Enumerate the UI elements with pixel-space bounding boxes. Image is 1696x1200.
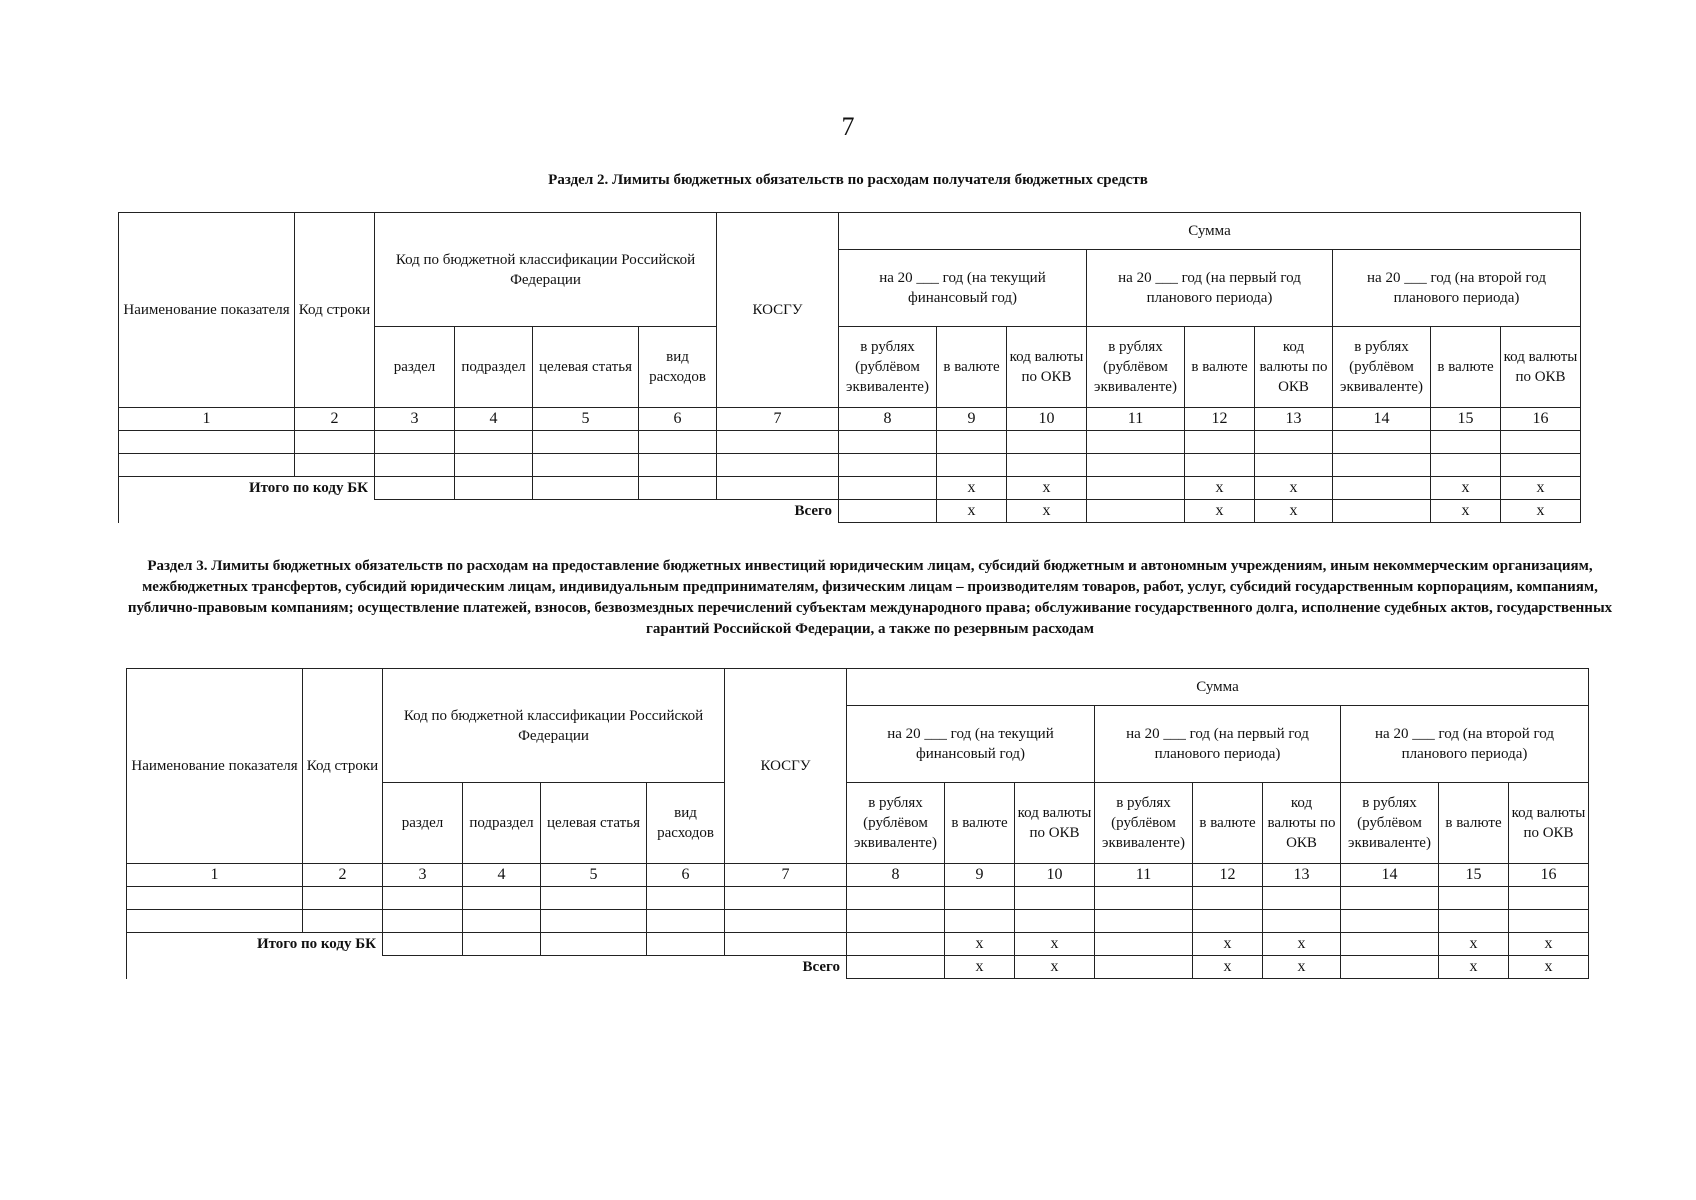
col-number: 14 <box>1333 408 1431 431</box>
x-mark: x <box>1431 477 1501 500</box>
x-mark: x <box>945 933 1015 956</box>
header-name: Наименование показателя <box>127 669 303 864</box>
header-celevaya: целевая статья <box>541 783 647 864</box>
header-okv: код валюты по ОКВ <box>1007 327 1087 408</box>
section-3-table <box>126 668 1589 979</box>
header-okv: код валюты по ОКВ <box>1501 327 1581 408</box>
col-number: 13 <box>1255 408 1333 431</box>
header-code: Код строки <box>303 669 383 864</box>
table-row <box>127 910 1589 933</box>
itogo-label: Итого по коду БК <box>119 477 375 500</box>
x-mark: x <box>1509 933 1589 956</box>
header-year-current: на 20 ___ год (на текущий финансовый год) <box>839 250 1087 327</box>
x-mark: x <box>1439 933 1509 956</box>
col-number: 8 <box>847 864 945 887</box>
col-number: 6 <box>639 408 717 431</box>
x-mark: x <box>1501 477 1581 500</box>
header-rub: в рублях (рублёвом эквиваленте) <box>1087 327 1185 408</box>
x-mark: x <box>1193 956 1263 979</box>
col-number: 2 <box>303 864 383 887</box>
column-number-row <box>119 408 1581 431</box>
header-val: в валюте <box>1431 327 1501 408</box>
col-number: 12 <box>1193 864 1263 887</box>
col-number: 9 <box>945 864 1015 887</box>
header-razdel: раздел <box>375 327 455 408</box>
col-number: 5 <box>541 864 647 887</box>
header-val: в валюте <box>1185 327 1255 408</box>
table-row <box>119 454 1581 477</box>
x-mark: x <box>1193 933 1263 956</box>
header-summa: Сумма <box>847 669 1589 706</box>
col-number: 16 <box>1501 408 1581 431</box>
col-number: 3 <box>375 408 455 431</box>
header-year-first: на 20 ___ год (на первый год планового периода) <box>1087 250 1333 327</box>
header-podrazdel: подраздел <box>455 327 533 408</box>
col-number: 10 <box>1007 408 1087 431</box>
header-rub: в рублях (рублёвом эквиваленте) <box>1095 783 1193 864</box>
header-vid: вид расходов <box>639 327 717 408</box>
col-number: 1 <box>119 408 295 431</box>
header-kosgu: КОСГУ <box>717 213 839 408</box>
col-number: 10 <box>1015 864 1095 887</box>
header-bk: Код по бюджетной классификации Российской Федерации <box>383 669 725 783</box>
column-number-row <box>127 864 1589 887</box>
x-mark: x <box>1007 477 1087 500</box>
header-val: в валюте <box>945 783 1015 864</box>
header-okv: код валюты по ОКВ <box>1263 783 1341 864</box>
col-number: 14 <box>1341 864 1439 887</box>
header-podrazdel: подраздел <box>463 783 541 864</box>
col-number: 1 <box>127 864 303 887</box>
x-mark: x <box>1185 500 1255 523</box>
col-number: 7 <box>717 408 839 431</box>
header-rub: в рублях (рублёвом эквиваленте) <box>1333 327 1431 408</box>
header-rub: в рублях (рублёвом эквиваленте) <box>1341 783 1439 864</box>
x-mark: x <box>1431 500 1501 523</box>
table-row <box>127 887 1589 910</box>
header-razdel: раздел <box>383 783 463 864</box>
x-mark: x <box>1015 933 1095 956</box>
header-summa: Сумма <box>839 213 1581 250</box>
vsego-row <box>127 956 1589 979</box>
col-number: 16 <box>1509 864 1589 887</box>
col-number: 15 <box>1431 408 1501 431</box>
col-number: 8 <box>839 408 937 431</box>
page-number: 7 <box>841 112 855 141</box>
header-val: в валюте <box>937 327 1007 408</box>
header-bk: Код по бюджетной классификации Российской Федерации <box>375 213 717 327</box>
section-2-table <box>118 212 1581 523</box>
header-val: в валюте <box>1439 783 1509 864</box>
x-mark: x <box>1439 956 1509 979</box>
vsego-label: Всего <box>725 956 847 979</box>
col-number: 13 <box>1263 864 1341 887</box>
col-number: 12 <box>1185 408 1255 431</box>
vsego-label: Всего <box>717 500 839 523</box>
header-okv: код валюты по ОКВ <box>1255 327 1333 408</box>
col-number: 6 <box>647 864 725 887</box>
x-mark: x <box>1255 477 1333 500</box>
header-year-current: на 20 ___ год (на текущий финансовый год) <box>847 706 1095 783</box>
header-year-second: на 20 ___ год (на второй год планового периода) <box>1341 706 1589 783</box>
col-number: 2 <box>295 408 375 431</box>
section-2-title: Раздел 2. Лимиты бюджетных обязательств по расходам получателя бюджетных средств <box>548 172 1148 188</box>
header-val: в валюте <box>1193 783 1263 864</box>
header-celevaya: целевая статья <box>533 327 639 408</box>
itogo-label: Итого по коду БК <box>127 933 383 956</box>
x-mark: x <box>945 956 1015 979</box>
x-mark: x <box>1185 477 1255 500</box>
header-rub: в рублях (рублёвом эквиваленте) <box>847 783 945 864</box>
x-mark: x <box>937 500 1007 523</box>
col-number: 15 <box>1439 864 1509 887</box>
x-mark: x <box>1255 500 1333 523</box>
header-code: Код строки <box>295 213 375 408</box>
col-number: 11 <box>1087 408 1185 431</box>
x-mark: x <box>1263 956 1341 979</box>
table-row <box>119 431 1581 454</box>
x-mark: x <box>1263 933 1341 956</box>
x-mark: x <box>1015 956 1095 979</box>
col-number: 3 <box>383 864 463 887</box>
header-okv: код валюты по ОКВ <box>1015 783 1095 864</box>
header-year-first: на 20 ___ год (на первый год планового периода) <box>1095 706 1341 783</box>
header-year-second: на 20 ___ год (на второй год планового периода) <box>1333 250 1581 327</box>
header-rub: в рублях (рублёвом эквиваленте) <box>839 327 937 408</box>
itogo-row <box>127 933 1589 956</box>
x-mark: x <box>1007 500 1087 523</box>
col-number: 4 <box>463 864 541 887</box>
col-number: 7 <box>725 864 847 887</box>
vsego-row <box>119 500 1581 523</box>
itogo-row <box>119 477 1581 500</box>
x-mark: x <box>937 477 1007 500</box>
col-number: 4 <box>455 408 533 431</box>
col-number: 11 <box>1095 864 1193 887</box>
header-vid: вид расходов <box>647 783 725 864</box>
header-name: Наименование показателя <box>119 213 295 408</box>
header-okv: код валюты по ОКВ <box>1509 783 1589 864</box>
x-mark: x <box>1509 956 1589 979</box>
section-3-title: Раздел 3. Лимиты бюджетных обязательств по расходам на предоставление бюджетных инвестиций юридическим лицам, субсидий бюджетным и автономным учреждениям, иным некоммерческим организациям, межбюджетных трансфертов, субсидий юридическим лицам, индивидуальным предпринимателям, физическим лицам – производителям товаров, работ, услуг, субсидий государственным корпорациям, компаниям, публично-правовым компаниям; осуществление платежей, взносов, безвозмездных перечислений субъектам международного права; обслуживание государственного долга, исполнение судебных актов, государственных гарантий Российской Федерации, а также по резервным расходам <box>127 558 1613 637</box>
col-number: 9 <box>937 408 1007 431</box>
col-number: 5 <box>533 408 639 431</box>
header-kosgu: КОСГУ <box>725 669 847 864</box>
x-mark: x <box>1501 500 1581 523</box>
